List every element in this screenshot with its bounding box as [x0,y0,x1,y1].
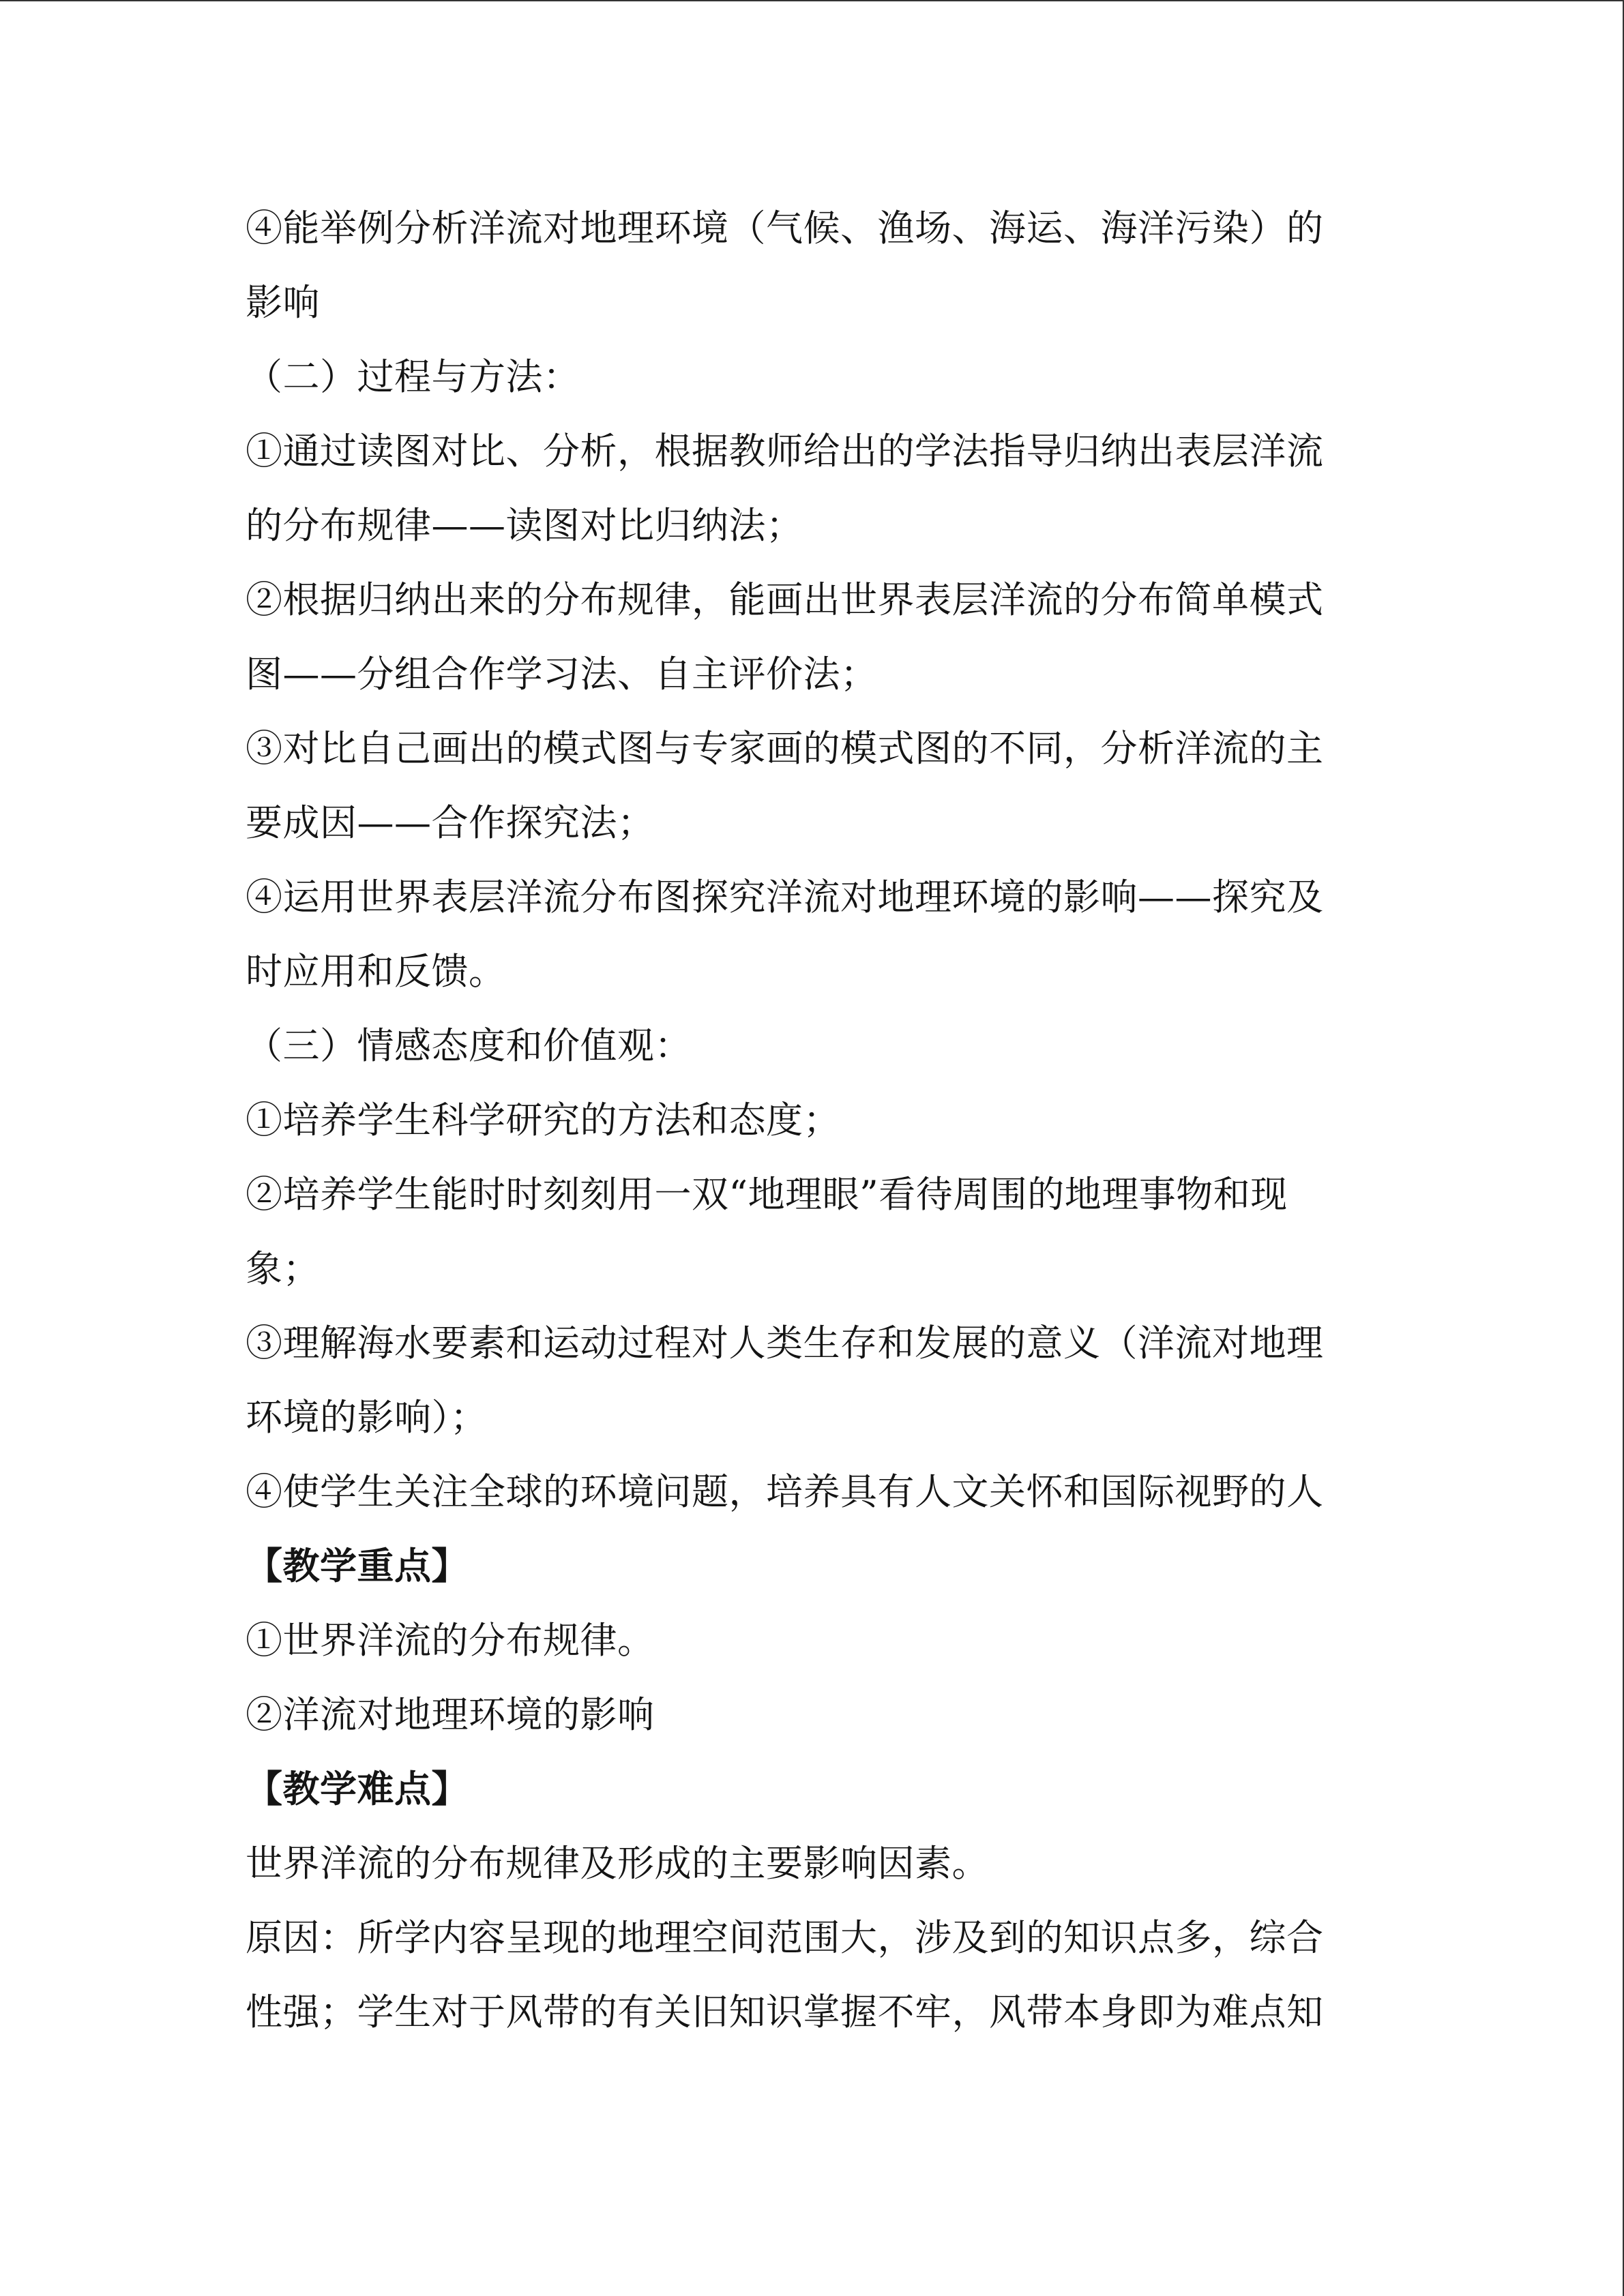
text-line: 影响 [246,281,320,324]
text-line: ①培养学生科学研究的方法和态度； [246,1099,840,1142]
text-line: ④运用世界表层洋流分布图探究洋流对地理环境的影响——探究及 [246,876,1324,919]
text-line: 环境的影响）； [246,1396,488,1439]
text-line: ④能举例分析洋流对地理环境（气候、渔场、海运、海洋污染）的 [246,207,1324,250]
text-line: 原因：所学内容呈现的地理空间范围大，涉及到的知识点多，综合 [246,1916,1324,1959]
text-line: ④使学生关注全球的环境问题，培养具有人文关怀和国际视野的人 [246,1470,1324,1513]
section-heading: （三）情感态度和价值观： [246,1024,692,1067]
bold-heading-difficulties: 【教学难点】 [246,1768,469,1810]
text-line: ①世界洋流的分布规律。 [246,1619,655,1662]
document-body [246,191,1364,2049]
text-line: 的分布规律——读图对比归纳法； [246,504,803,547]
section-heading: （二）过程与方法： [246,355,580,398]
text-line: 图——分组合作学习法、自主评价法； [246,653,878,696]
text-line: ②培养学生能时时刻刻用一双“地理眼”看待周围的地理事物和现 [246,1173,1288,1216]
text-line: ③理解海水要素和运动过程对人类生存和发展的意义（洋流对地理 [246,1322,1324,1365]
text-line: 时应用和反馈。 [246,950,506,993]
text-line: ②洋流对地理环境的影响 [246,1693,655,1736]
text-line: 象； [246,1247,320,1290]
text-line: ②根据归纳出来的分布规律，能画出世界表层洋流的分布简单模式 [246,578,1324,621]
text-line: ③对比自己画出的模式图与专家画的模式图的不同，分析洋流的主 [246,727,1324,770]
text-line: 要成因——合作探究法； [246,801,655,844]
text-line: ①通过读图对比、分析，根据教师给出的学法指导归纳出表层洋流 [246,430,1324,473]
text-line: 世界洋流的分布规律及形成的主要影响因素。 [246,1842,989,1885]
bold-heading-key-points: 【教学重点】 [246,1545,469,1587]
text-line: 性强；学生对于风带的有关旧知识掌握不牢，风带本身即为难点知 [246,1991,1324,2033]
